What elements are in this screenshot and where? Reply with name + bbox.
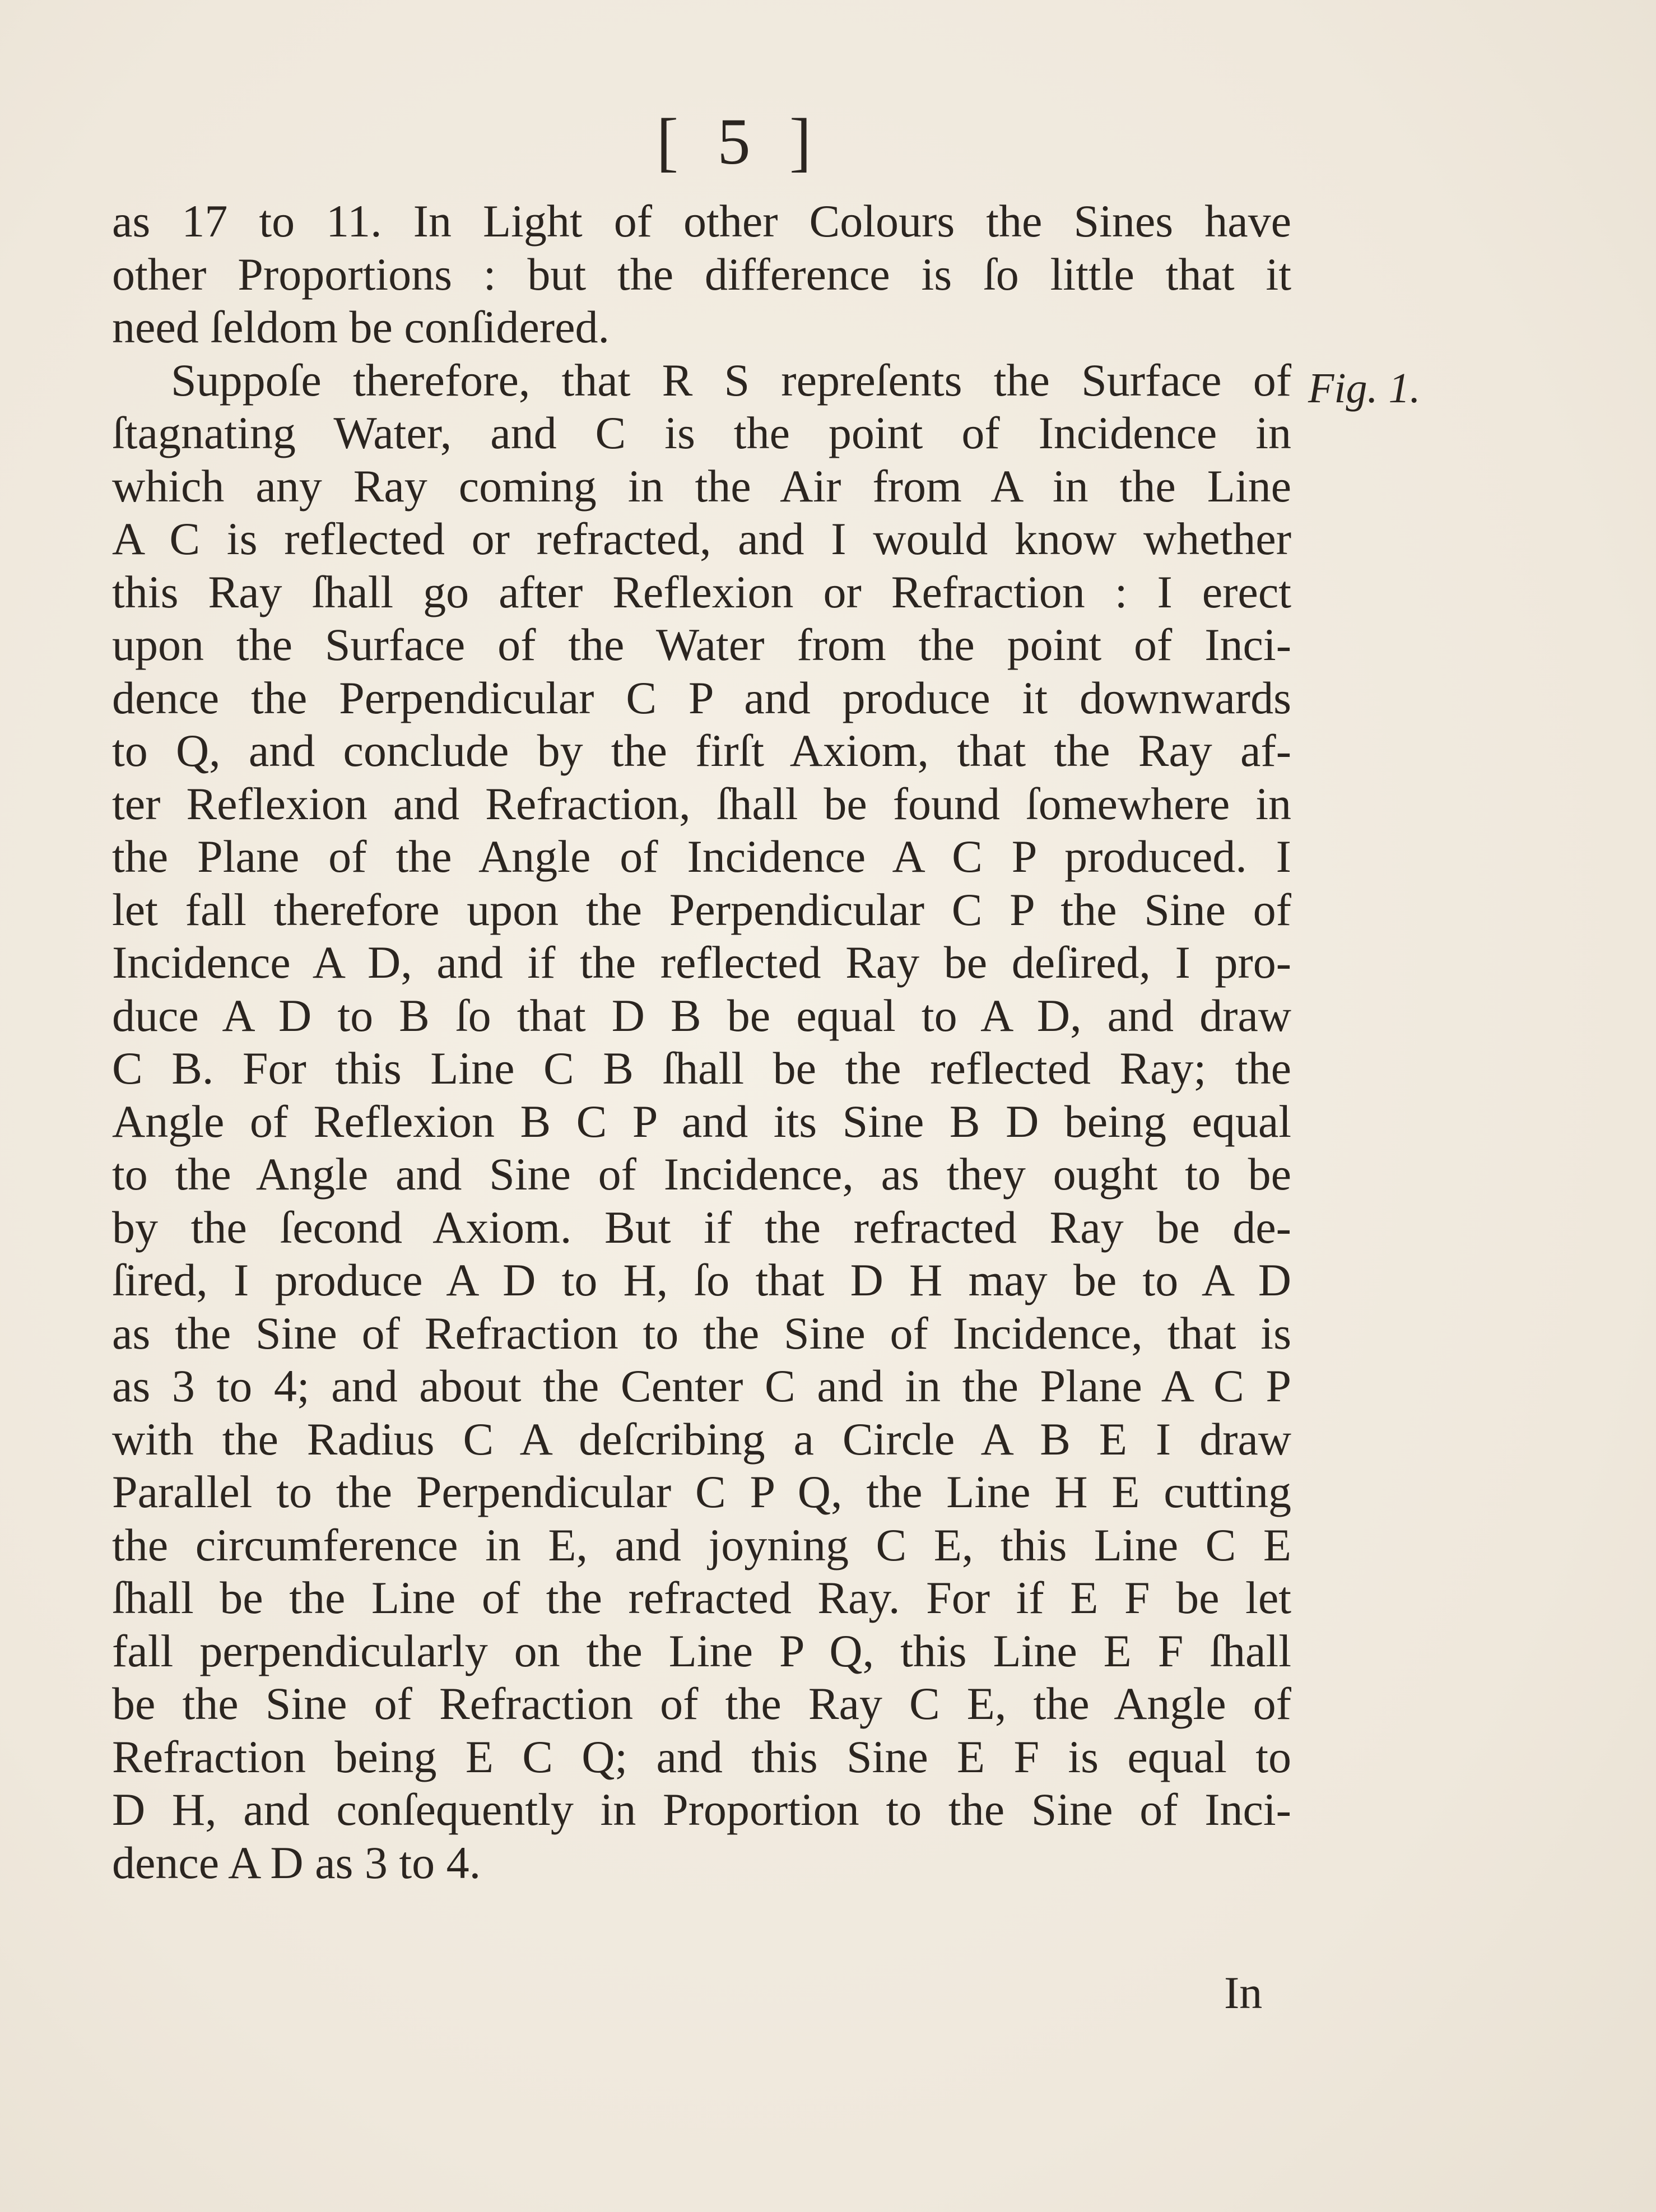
text-line: Refraction being E C Q; and this Sine E F is equal to: [112, 1731, 1291, 1782]
text-line: the circumference in E, and joyning C E, this Line C E: [112, 1519, 1291, 1570]
page-number: [ 5 ]: [656, 105, 823, 178]
text-line: D H, and conſequently in Proportion to the Sine of Inci-: [112, 1784, 1291, 1835]
text-line: which any Ray coming in the Air from A in the Line: [112, 460, 1291, 512]
text-line: other Proportions : but the difference is ſo little that it: [112, 248, 1291, 300]
text-line: upon the Surface of the Water from the point of Inci-: [112, 619, 1291, 670]
text-line: ſtagnating Water, and C is the point of Incidence in: [112, 407, 1291, 458]
text-line: need ſeldom be conſidered.: [112, 301, 610, 352]
text-line: Angle of Reflexion B C P and its Sine B D being equal: [112, 1095, 1291, 1147]
text-line: Incidence A D, and if the reflected Ray be deſired, I pro-: [112, 937, 1291, 988]
text-line: duce A D to B ſo that D B be equal to A D, and draw: [112, 989, 1291, 1041]
text-line: to the Angle and Sine of Incidence, as they ought to be: [112, 1149, 1291, 1200]
text-line: with the Radius C A deſcribing a Circle A B E I draw: [112, 1413, 1291, 1465]
text-line: ſired, I produce A D to H, ſo that D H may be to A D: [112, 1254, 1291, 1305]
catchword: In: [1224, 1967, 1263, 2018]
text-line: dence the Perpendicular C P and produce it downwards: [112, 672, 1291, 723]
text-line: ſhall be the Line of the refracted Ray. For if E F be let: [112, 1572, 1291, 1623]
text-line: let fall therefore upon the Perpendicular C P the Sine of: [112, 884, 1291, 935]
text-line: fall perpendicularly on the Line P Q, this Line E F ſhall: [112, 1625, 1291, 1676]
text-line: as 3 to 4; and about the Center C and in the Plane A C P: [112, 1360, 1291, 1411]
text-line: be the Sine of Refraction of the Ray C E, the Angle of: [112, 1678, 1291, 1729]
text-line: dence A D as 3 to 4.: [112, 1837, 481, 1888]
text-line: as 17 to 11. In Light of other Colours the Sines have: [112, 196, 1291, 247]
text-line: A C is reflected or refracted, and I would know whether: [112, 513, 1291, 564]
text-line: Suppoſe therefore, that R S repreſents the Surface of: [171, 354, 1291, 406]
text-line: C B. For this Line C B ſhall be the reflected Ray; the: [112, 1043, 1291, 1094]
figure-reference: Fig. 1.: [1308, 365, 1421, 412]
text-line: as the Sine of Refraction to the Sine of Incidence, that is: [112, 1307, 1291, 1359]
text-line: by the ſecond Axiom. But if the refracted Ray be de-: [112, 1201, 1291, 1253]
text-line: to Q, and conclude by the firſt Axiom, that the Ray af-: [112, 725, 1291, 776]
text-line: ter Reflexion and Refraction, ſhall be found ſomewhere in: [112, 778, 1291, 829]
text-line: this Ray ſhall go after Reflexion or Refraction : I erect: [112, 566, 1291, 617]
body-text: [112, 195, 1291, 1889]
text-line: the Plane of the Angle of Incidence A C P produced. I: [112, 831, 1291, 882]
text-line: Parallel to the Perpendicular C P Q, the Line H E cutting: [112, 1466, 1291, 1517]
